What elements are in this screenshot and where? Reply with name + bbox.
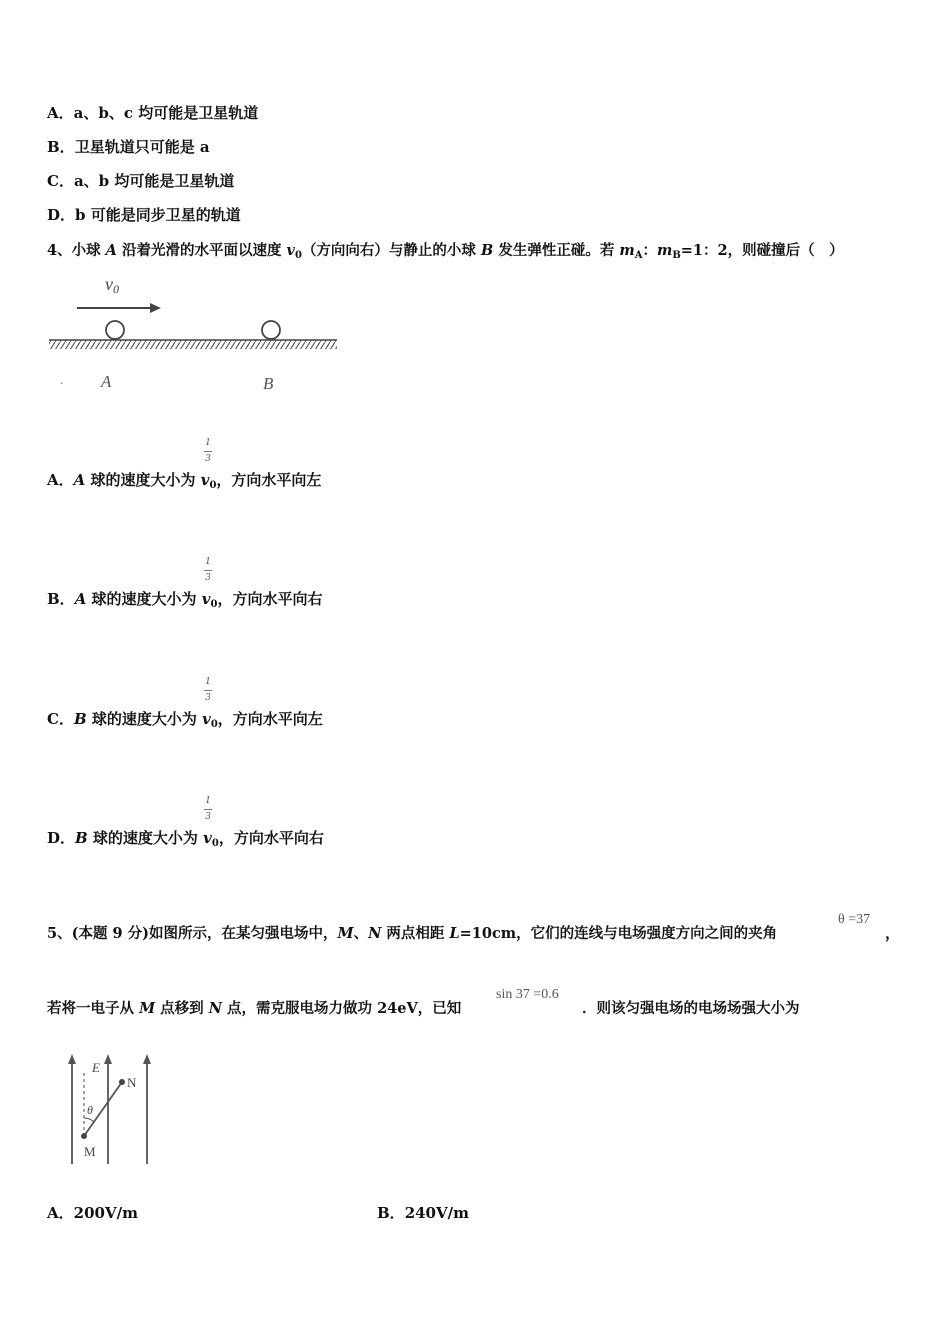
question-number: 4、: [47, 242, 72, 259]
option-text: 200V/m: [73, 1204, 138, 1222]
stem-text: =1：2，则碰撞后（ ）: [680, 242, 844, 259]
q4-option-d: [47, 827, 324, 849]
option-text: 球的速度大小为: [85, 471, 201, 489]
stem-text: 小球: [71, 242, 106, 259]
fraction-one-third: [204, 438, 212, 465]
length-symbol: L: [449, 925, 460, 942]
q5-figure: [60, 1052, 160, 1168]
velocity-symbol: v: [203, 829, 212, 847]
ball-a-ref: A: [105, 242, 117, 259]
point-m-ref: M: [139, 1000, 156, 1017]
fraction-one-third: [204, 677, 212, 704]
q3-option-c: [47, 170, 234, 191]
q4-stem: [47, 239, 844, 261]
field-arrow-icon: [68, 1054, 76, 1064]
stem-text: 、: [353, 925, 369, 942]
theta-label: θ: [87, 1103, 93, 1117]
q3-option-a: [47, 102, 258, 123]
option-letter: C．: [47, 172, 74, 190]
velocity-symbol: v: [202, 710, 211, 728]
fraction-bar: [204, 570, 212, 571]
fraction-bar: [204, 690, 212, 691]
option-text: a、b 均可能是卫星轨道: [73, 172, 235, 190]
option-text: ，方向水平向右: [217, 590, 323, 608]
theta-equation: θ =37: [838, 912, 871, 927]
stem-text: ：: [642, 242, 657, 259]
point-n-ref: N: [368, 925, 382, 942]
velocity-subscript: 0: [211, 838, 219, 849]
velocity-subscript: 0: [210, 599, 218, 610]
arrow-head-icon: [150, 303, 161, 313]
angle-arc: [84, 1118, 94, 1122]
fraction-denominator: 3: [205, 693, 211, 703]
option-letter: A．: [47, 104, 74, 122]
mass-symbol: m: [656, 242, 673, 259]
fraction-denominator: 3: [205, 573, 211, 583]
fraction-denominator: 3: [205, 812, 211, 822]
option-letter: B．: [47, 138, 75, 156]
q5-option-b: [377, 1202, 469, 1223]
stem-text: 两点相距: [381, 925, 450, 942]
point-n-ref: N: [208, 1000, 222, 1017]
point-m-ref: M: [337, 925, 354, 942]
ball-ref: B: [73, 710, 87, 728]
ball-a-label: A: [101, 372, 112, 391]
fraction-bar: [204, 451, 212, 452]
mass-symbol: m: [619, 242, 635, 259]
q3-option-b: [47, 136, 210, 157]
ball-b-ref: B: [481, 242, 494, 259]
option-letter: C．: [47, 710, 74, 728]
stem-text: 若将一电子从: [47, 1000, 140, 1017]
field-arrow-icon: [143, 1054, 151, 1064]
n-label: N: [127, 1075, 137, 1090]
option-text: ，方向水平向左: [217, 710, 323, 728]
q4-figure: [45, 270, 345, 395]
fraction-one-third: [204, 796, 212, 823]
point-n: [119, 1079, 125, 1085]
velocity-subscript: 0: [210, 719, 218, 730]
e-label: E: [92, 1060, 100, 1075]
m-label: M: [84, 1144, 96, 1159]
option-text: b 可能是同步卫星的轨道: [75, 206, 241, 224]
q3-option-d: [47, 204, 241, 225]
option-text: 球的速度大小为: [87, 829, 204, 847]
ground-hatch: [49, 340, 337, 349]
ball-ref: B: [75, 829, 88, 847]
fraction-numerator: 1: [205, 438, 211, 448]
q5-comma: ，: [885, 924, 901, 942]
stem-text: 沿着光滑的水平面以速度: [116, 242, 287, 259]
option-text: 卫星轨道只可能是 a: [74, 138, 210, 156]
fraction-numerator: 1: [205, 557, 211, 567]
fraction-denominator: 3: [205, 454, 211, 464]
velocity-subscript: 0: [294, 250, 302, 261]
question-number: 5、: [47, 925, 72, 942]
stem-text: 点，需克服电场力做功 24eV，已知: [222, 1000, 462, 1017]
velocity-symbol: v: [286, 242, 295, 259]
option-text: ，方向水平向右: [218, 829, 324, 847]
option-letter: A．: [47, 471, 74, 489]
option-letter: A．: [47, 1204, 74, 1222]
option-text: 240V/m: [404, 1204, 469, 1222]
mass-subscript-b: B: [672, 250, 681, 261]
stem-text: (本题 9 分)如图所示，在某匀强电场中，: [71, 925, 338, 942]
sin-equation: sin 37 =0.6: [496, 987, 559, 1002]
q4-option-a: [47, 469, 321, 491]
option-letter: D．: [47, 829, 76, 847]
stem-text: 发生弹性正碰。若: [493, 242, 620, 259]
q4-option-c: [47, 708, 323, 730]
stem-text: 点移到: [155, 1000, 209, 1017]
fraction-one-third: [204, 557, 212, 584]
ball-ref: A: [74, 590, 87, 608]
q5-stem-line-2: [47, 997, 461, 1018]
ball-ref: A: [73, 471, 86, 489]
option-text: a、b、c 均可能是卫星轨道: [73, 104, 259, 122]
q5-stem-line-1: [47, 922, 777, 943]
option-letter: B．: [47, 590, 75, 608]
fraction-numerator: 1: [205, 796, 211, 806]
mass-subscript-a: A: [634, 250, 643, 261]
stem-text: =10cm，它们的连线与电场强度方向之间的夹角: [459, 925, 778, 942]
velocity-label: v0: [105, 274, 119, 296]
q4-option-b: [47, 588, 322, 610]
velocity-symbol: v: [200, 471, 210, 489]
ball-b: [262, 321, 280, 339]
option-text: 球的速度大小为: [86, 590, 202, 608]
point-m: [81, 1133, 87, 1139]
q5-stem-line-2-tail: ．则该匀强电场的电场场强大小为: [582, 1000, 800, 1017]
fraction-bar: [204, 809, 212, 810]
stray-dot: .: [60, 373, 64, 388]
ball-b-label: B: [263, 374, 274, 393]
option-text: 球的速度大小为: [86, 710, 203, 728]
stem-text: （方向向右）与静止的小球: [301, 242, 481, 259]
field-arrow-icon: [104, 1054, 112, 1064]
fraction-numerator: 1: [205, 677, 211, 687]
velocity-subscript: 0: [209, 480, 217, 491]
option-text: ，方向水平向左: [216, 471, 322, 489]
q5-option-a: [47, 1202, 138, 1223]
option-letter: D．: [47, 206, 76, 224]
velocity-symbol: v: [201, 590, 211, 608]
ball-a: [106, 321, 124, 339]
option-letter: B．: [377, 1204, 405, 1222]
